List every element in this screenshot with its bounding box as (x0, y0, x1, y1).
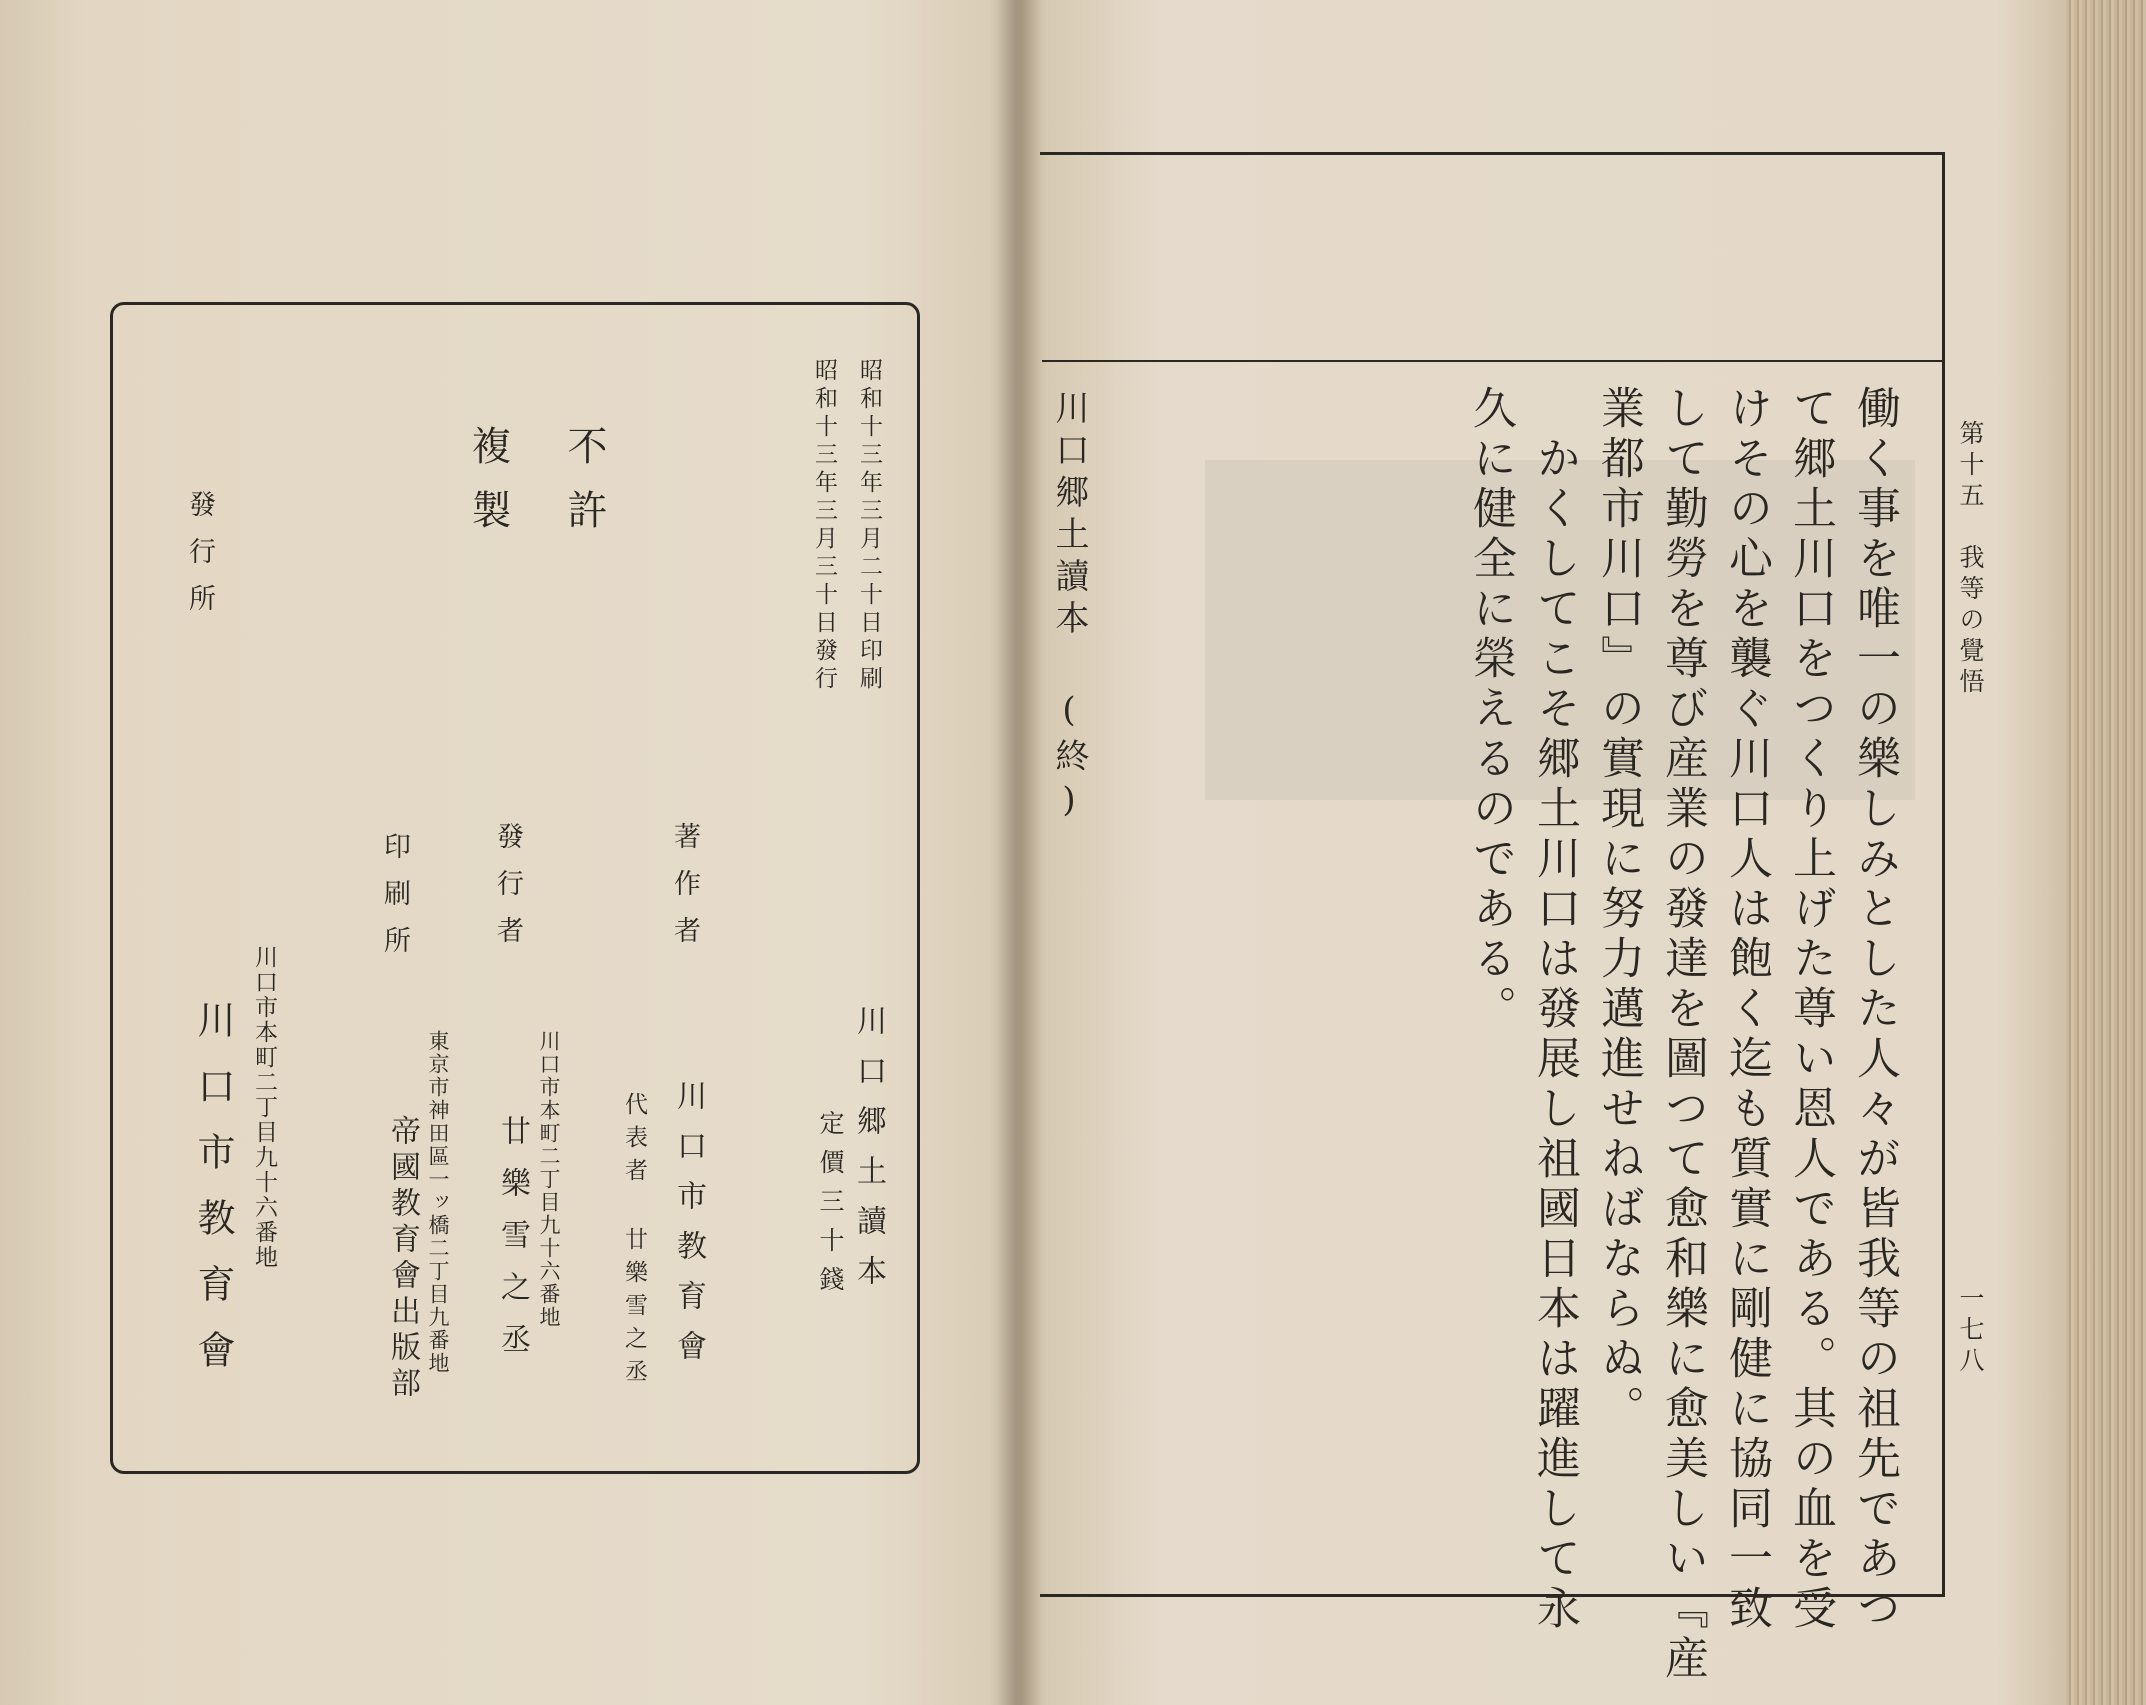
body-text (1458, 385, 1906, 1685)
body-line: て郷土川口をつくり上げた尊い恩人である。其の血を受 (1785, 385, 1836, 1635)
price: 定價三十錢 (816, 1110, 845, 1305)
body-line: 業都市川口』の實現に努力邁進せねばならぬ。 (1593, 385, 1644, 1435)
body-line: けその心を襲ぐ川口人は飽く迄も質實に剛健に協同一致 (1721, 385, 1772, 1635)
body-line: 久に健全に榮えるのである。 (1465, 385, 1516, 1035)
publish-date: 昭和十三年三月三十日發行 (811, 358, 837, 694)
publisher-label: 發行者 (492, 822, 523, 963)
printer-address: 東京市神田區一ッ橋二丁目九番地 (426, 1030, 450, 1375)
printer-label: 印刷所 (379, 832, 410, 973)
page-number: 一七八 (1956, 1285, 1985, 1378)
not-permitted-label: 不許 (561, 425, 607, 553)
print-date: 昭和十三年三月二十日印刷 (856, 358, 882, 694)
body-line: して勤勞を尊び産業の發達を圖つて愈和樂に愈美しい『産 (1657, 385, 1708, 1685)
representative: 代表者 廿樂雪之丞 (621, 1092, 647, 1392)
printer-name: 帝國教育會出版部 (385, 1115, 420, 1403)
reproduction-label: 複製 (465, 425, 511, 553)
body-line: かくしてこそ郷土川口は發展し祖國日本は躍進して永 (1529, 385, 1580, 1635)
page-edges (2066, 0, 2146, 1705)
book-gutter (990, 0, 1040, 1705)
publisher-address: 川口市本町二丁目九十六番地 (537, 1030, 561, 1329)
page-rule (1042, 360, 1944, 362)
chapter-header: 第十五 我等の覺悟 (1956, 420, 1985, 699)
running-title: 川口郷土讀本 (終) (1049, 390, 1089, 828)
office-address: 川口市本町二丁目九十六番地 (251, 945, 277, 1270)
author-label: 著作者 (669, 822, 700, 963)
publisher-name: 廿樂雪之丞 (495, 1115, 530, 1375)
author-name: 川口市教育會 (671, 1080, 706, 1380)
publishing-office-label: 發行所 (184, 490, 215, 631)
office-name: 川口市教育會 (191, 1000, 235, 1396)
body-line: 働く事を唯一の樂しみとした人々が皆我等の祖先であつ (1849, 385, 1900, 1635)
book-title: 川口郷土讀本 (851, 1005, 886, 1305)
